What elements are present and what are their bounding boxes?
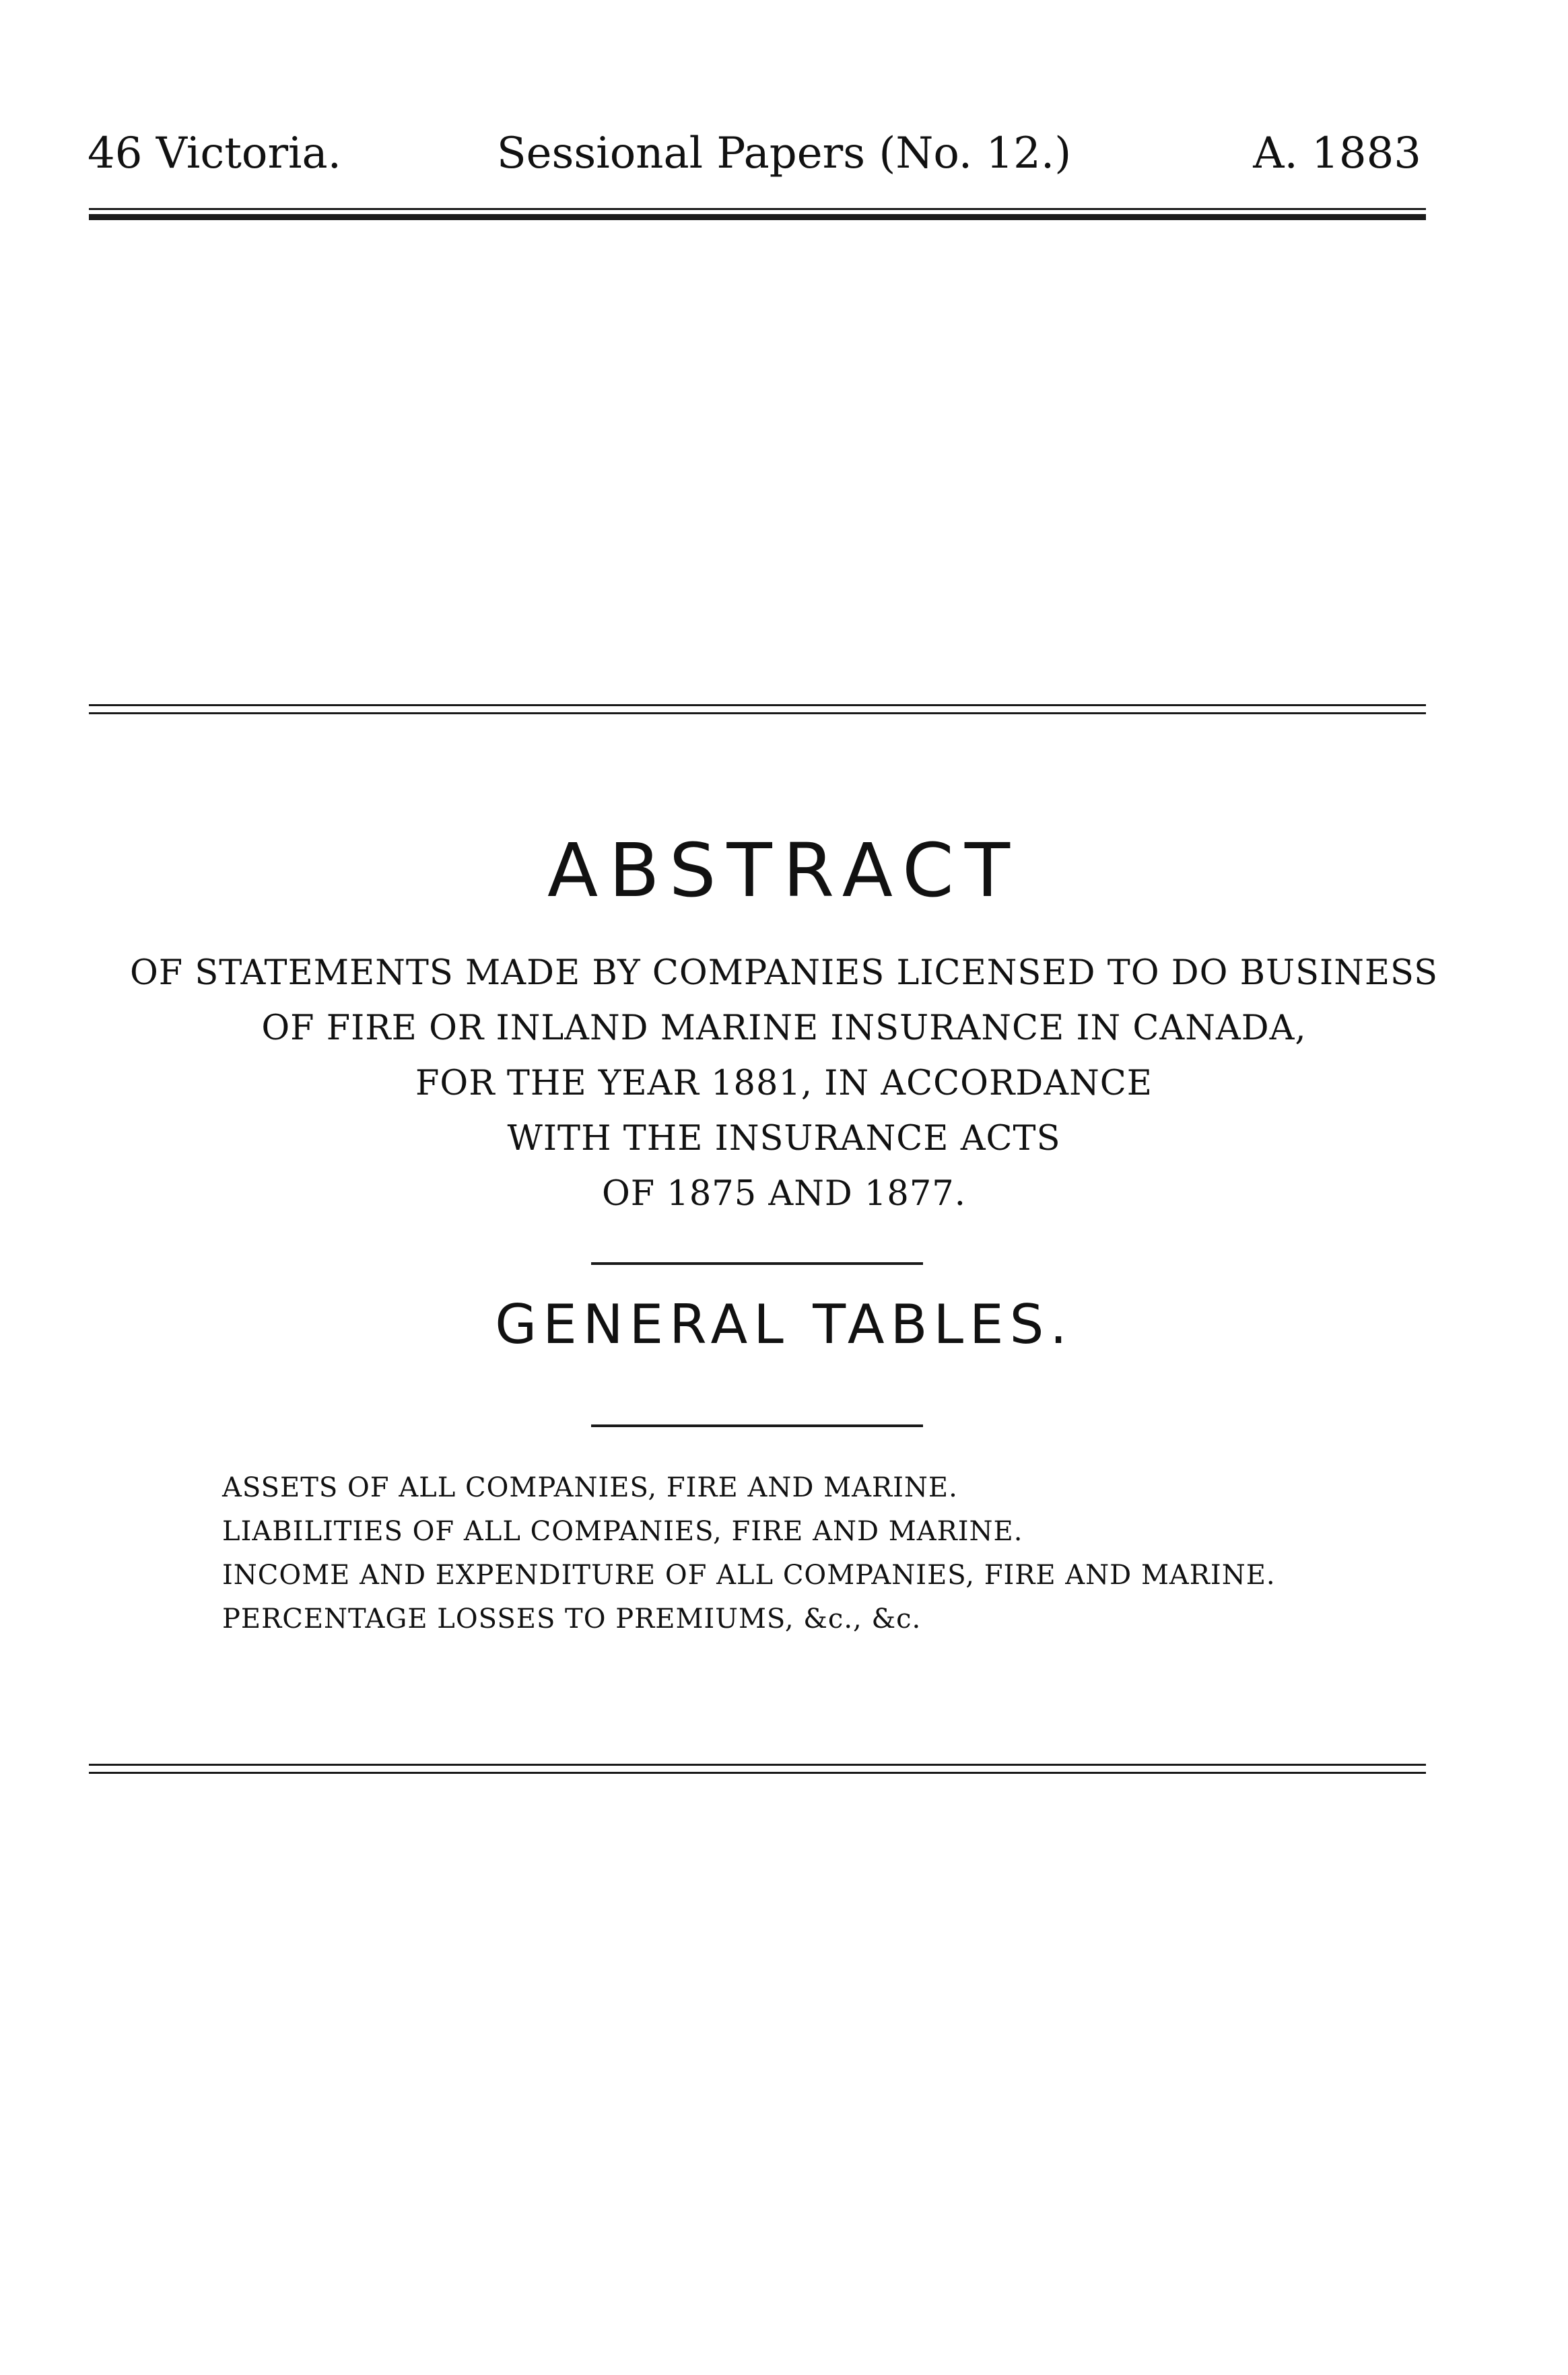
running-header-right: A. 1883 bbox=[1253, 129, 1421, 178]
short-divider-top bbox=[591, 1262, 923, 1265]
subtitle-line: OF FIRE OR INLAND MARINE INSURANCE IN CANADA, bbox=[261, 1008, 1307, 1048]
bottom-rule-thin-2 bbox=[89, 1772, 1426, 1774]
contents-item: ASSETS OF ALL COMPANIES, FIRE AND MARINE. bbox=[222, 1472, 958, 1503]
contents-item: LIABILITIES OF ALL COMPANIES, FIRE AND MARINE. bbox=[222, 1516, 1023, 1547]
running-header-left: 46 Victoria. bbox=[88, 129, 341, 178]
document-title: ABSTRACT bbox=[547, 827, 1021, 914]
upper-rule-thin bbox=[89, 704, 1426, 706]
header-rule-thick bbox=[89, 214, 1426, 220]
short-divider-bottom bbox=[591, 1424, 923, 1427]
contents-item: PERCENTAGE LOSSES TO PREMIUMS, &c., &c. bbox=[222, 1604, 922, 1634]
document-subtitle bbox=[0, 946, 1568, 1222]
contents-item: INCOME AND EXPENDITURE OF ALL COMPANIES, FIRE AND MARINE. bbox=[222, 1560, 1276, 1591]
header-rule-thin bbox=[89, 208, 1426, 210]
running-header-center: Sessional Papers (No. 12.) bbox=[496, 129, 1072, 178]
contents-list bbox=[222, 1466, 1276, 1641]
upper-rule-thin-2 bbox=[89, 712, 1426, 714]
subtitle-line: OF 1875 AND 1877. bbox=[602, 1174, 966, 1214]
subtitle-line: WITH THE INSURANCE ACTS bbox=[507, 1119, 1061, 1159]
subtitle-line: OF STATEMENTS MADE BY COMPANIES LICENSED TO DO BUSINESS bbox=[129, 953, 1439, 993]
bottom-rule-thin bbox=[89, 1764, 1426, 1766]
subtitle-line: FOR THE YEAR 1881, IN ACCORDANCE bbox=[415, 1064, 1153, 1103]
section-heading: GENERAL TABLES. bbox=[495, 1293, 1073, 1356]
